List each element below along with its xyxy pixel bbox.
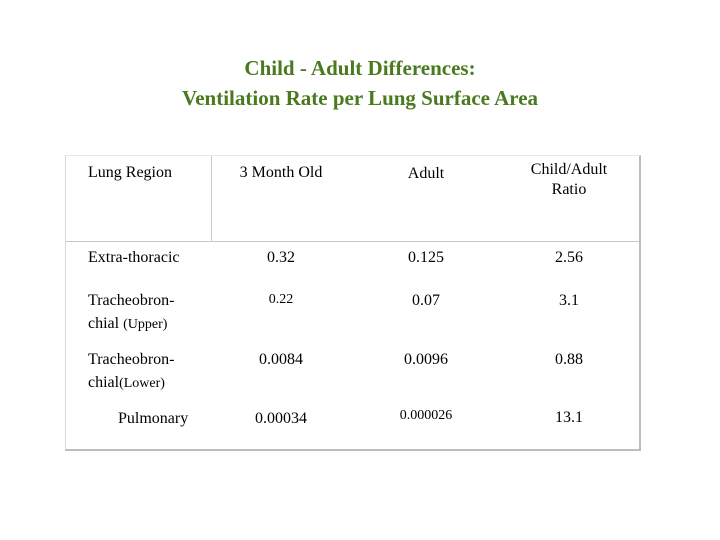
row3-region-lower: (Lower): [119, 376, 165, 391]
row2-region-line1: Tracheobron-: [88, 292, 175, 309]
header-ratio-line1: Child/Adult: [530, 161, 608, 178]
row3-ratio: 0.88: [555, 351, 583, 368]
row1-adult: 0.125: [408, 249, 444, 266]
row2-region-upper: (Upper): [123, 317, 168, 332]
row2-region-line2: [88, 314, 167, 335]
row4-region: Pulmonary: [118, 410, 189, 427]
row3-region-line1: Tracheobron-: [88, 351, 175, 368]
row2-infant: 0.22: [268, 292, 294, 307]
row1-infant: 0.32: [267, 249, 295, 266]
row2-ratio: 3.1: [559, 292, 579, 309]
slide-title-line2: Ventilation Rate per Lung Surface Area: [181, 86, 539, 110]
row4-ratio: 13.1: [555, 409, 583, 426]
grid-hline: [66, 241, 639, 242]
row3-region-chial: chial: [88, 374, 120, 391]
row3-infant: 0.0084: [259, 351, 303, 368]
row4-adult: 0.000026: [399, 408, 453, 423]
header-lung-region: Lung Region: [88, 164, 172, 181]
grid-vline: [211, 156, 212, 241]
row1-ratio: 2.56: [555, 249, 583, 266]
header-3-month-old: 3 Month Old: [239, 164, 323, 181]
row2-adult: 0.07: [412, 292, 440, 309]
row1-region: Extra-thoracic: [88, 249, 180, 266]
row4-infant: 0.00034: [255, 410, 307, 427]
slide-title-line1: Child - Adult Differences:: [244, 56, 476, 80]
row2-region-chial: chial: [88, 315, 124, 332]
header-adult: Adult: [407, 165, 445, 182]
header-ratio-line2: Ratio: [551, 181, 587, 198]
ventilation-table: [65, 155, 641, 451]
row3-adult: 0.0096: [404, 351, 448, 368]
row3-region-line2: [88, 373, 165, 394]
